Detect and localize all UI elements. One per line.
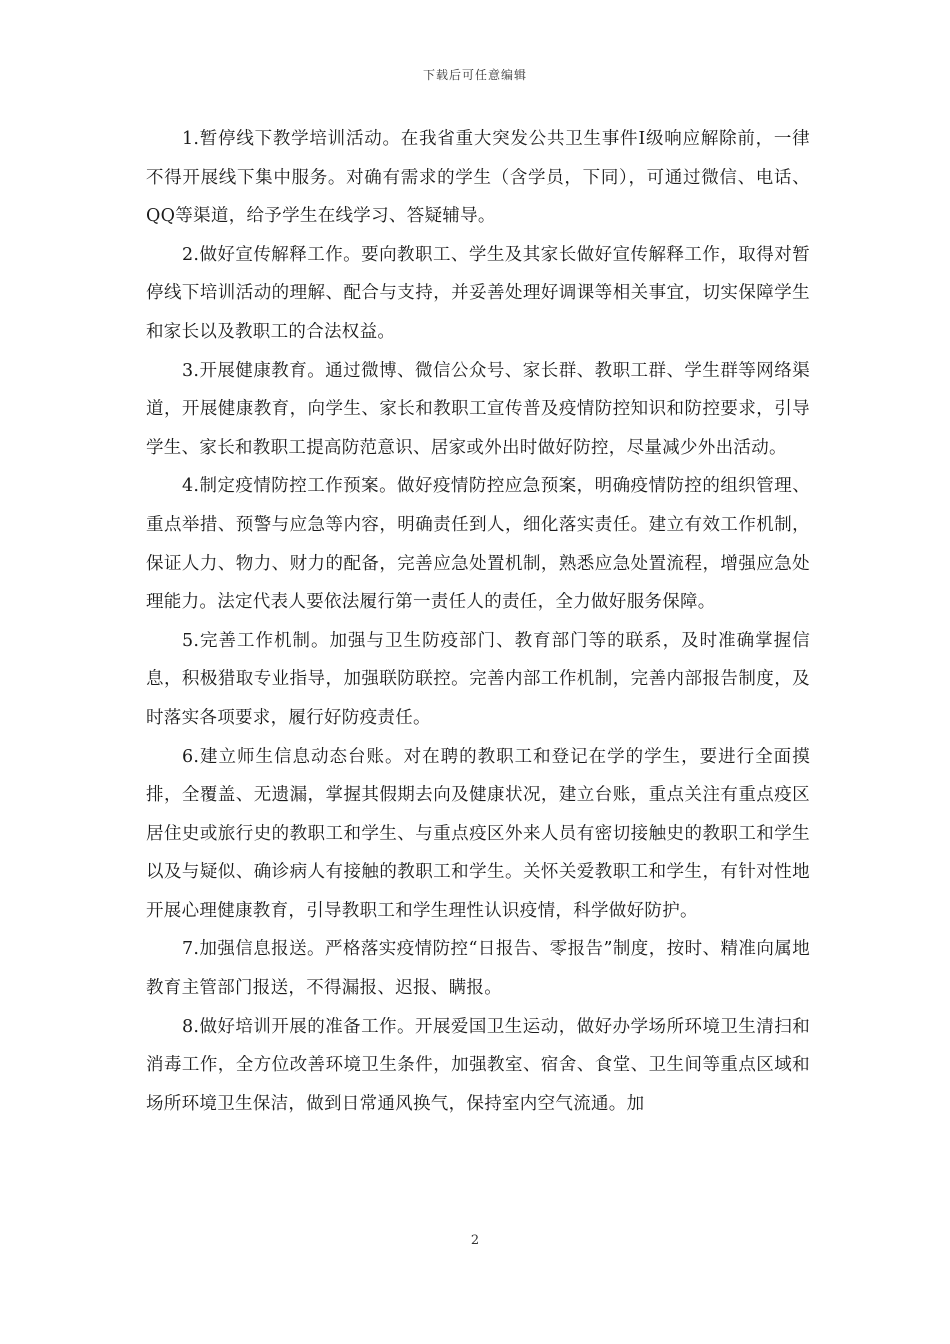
paragraph-6: 6.建立师生信息动态台账。对在聘的教职工和登记在学的学生，要进行全面摸排，全覆盖、无遗漏，掌握其假期去向及健康状况，建立台账，重点关注有重点疫区居住史或旅行史的教职工和学生、与重点疫区外来人员有密切接触史的教职工和学生以及与疑似、确诊病人有接触的教职工和学生。关怀关爱教职工和学生，有针对性地开展心理健康教育，引导教职工和学生理性认识疫情，科学做好防护。 (146, 746, 810, 921)
paragraph-5: 5.完善工作机制。加强与卫生防疫部门、教育部门等的联系，及时准确掌握信息，积极猎取专业指导，加强联防联控。完善内部工作机制，完善内部报告制度，及时落实各项要求，履行好防疫责任。 (146, 630, 810, 728)
paragraph-1: 1.暂停线下教学培训活动。在我省重大突发公共卫生事件Ⅰ级响应解除前，一律不得开展线下集中服务。对确有需求的学生（含学员，下同），可通过微信、电话、QQ等渠道，给予学生在线学习、答疑辅导。 (146, 129, 810, 227)
paragraph-3: 3.开展健康教育。通过微博、微信公众号、家长群、教职工群、学生群等网络渠道，开展健康教育，向学生、家长和教职工宣传普及疫情防控知识和防控要求，引导学生、家长和教职工提高防范意识、居家或外出时做好防控，尽量减少外出活动。 (146, 360, 810, 458)
paragraph-2: 2.做好宣传解释工作。要向教职工、学生及其家长做好宣传解释工作，取得对暂停线下培训活动的理解、配合与支持，并妥善处理好调课等相关事宜，切实保障学生和家长以及教职工的合法权益。 (146, 244, 810, 342)
paragraph-7: 7.加强信息报送。严格落实疫情防控“日报告、零报告”制度，按时、精准向属地教育主管部门报送，不得漏报、迟报、瞒报。 (146, 939, 810, 999)
paragraph-8: 8.做好培训开展的准备工作。开展爱国卫生运动，做好办学场所环境卫生清扫和消毒工作，全方位改善环境卫生条件，加强教室、宿舍、食堂、卫生间等重点区域和场所环境卫生保洁，做到日常通风换气，保持室内空气流通。加 (146, 1016, 810, 1114)
paragraph-4: 4.制定疫情防控工作预案。做好疫情防控应急预案，明确疫情防控的组织管理、重点举措、预警与应急等内容，明确责任到人，细化落实责任。建立有效工作机制，保证人力、物力、财力的配备，完善应急处置机制，熟悉应急处置流程，增强应急处理能力。法定代表人要依法履行第一责任人的责任，全力做好服务保障。 (146, 476, 810, 613)
page-header: 下载后可任意编辑 (422, 68, 527, 82)
page-number: 2 (470, 1233, 480, 1248)
document-body (146, 120, 810, 1123)
